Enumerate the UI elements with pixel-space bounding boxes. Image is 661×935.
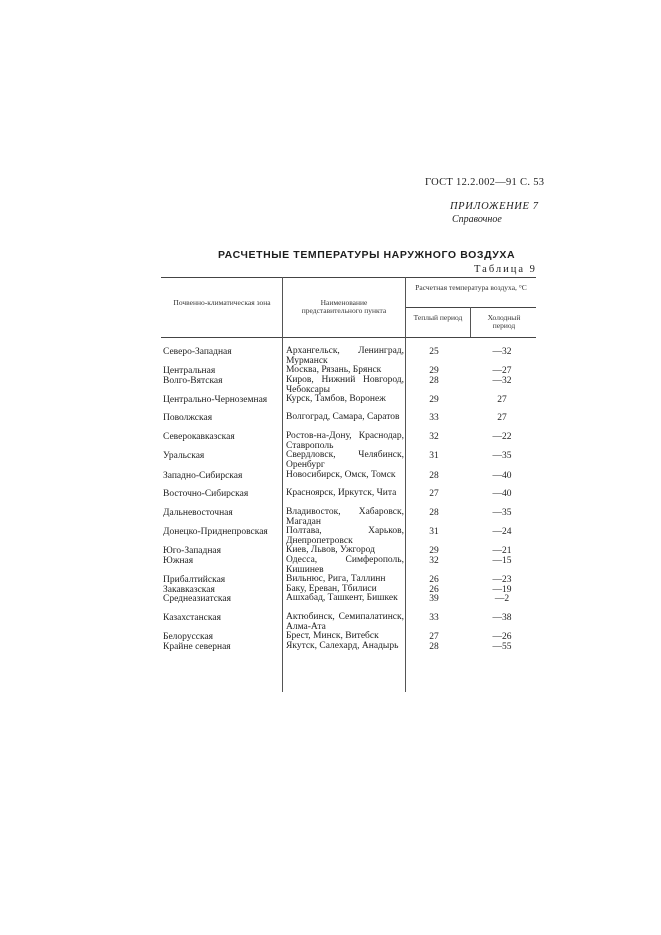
- row-zone: Волго-Вятская: [163, 376, 223, 386]
- row-cold-temp: —40: [492, 489, 512, 499]
- col-header-warm: Теплый период: [413, 313, 463, 322]
- row-city: Якутск, Салехард, Анадырь: [286, 641, 399, 651]
- row-zone: Западно-Сибирская: [163, 471, 243, 481]
- row-warm-temp: 25: [429, 347, 439, 357]
- col-header-zone: Почвенно-климатическая зона: [173, 298, 271, 307]
- row-city: Киев, Львов, Ужгород: [286, 545, 375, 555]
- row-zone: Белорусская: [163, 632, 214, 642]
- row-city: Ашхабад, Ташкент, Бишкек: [286, 593, 398, 603]
- row-zone: Центральная: [163, 366, 216, 376]
- row-cold-temp: —22: [492, 432, 512, 442]
- row-zone: Северокавказская: [163, 432, 235, 442]
- row-warm-temp: 29: [429, 366, 439, 376]
- row-cold-temp: —32: [492, 347, 512, 357]
- row-cold-temp: —38: [492, 613, 512, 623]
- row-city: Свердловск, Челябинск, Оренбург: [286, 450, 404, 470]
- row-zone: Среднеазиатская: [163, 594, 231, 604]
- row-cold-temp: 27: [497, 413, 507, 423]
- row-warm-temp: 28: [429, 376, 439, 386]
- row-city: Брест, Минск, Витебск: [286, 631, 379, 641]
- col-header-temperature: Расчетная температура воздуха, °С: [415, 283, 527, 292]
- row-cold-temp: —23: [492, 575, 512, 585]
- row-warm-temp: 27: [429, 632, 439, 642]
- row-cold-temp: —35: [492, 508, 512, 518]
- column-divider-3: [470, 307, 471, 337]
- row-zone: Казахстанская: [163, 613, 221, 623]
- row-city: Вильнюс, Рига, Таллинн: [286, 574, 386, 584]
- row-city: Архангельск, Ленинград, Мурманск: [286, 346, 404, 366]
- row-cold-temp: —2: [494, 594, 510, 604]
- col-header-cold: Холодный период: [487, 313, 521, 330]
- row-cold-temp: —40: [492, 471, 512, 481]
- row-zone: Северо-Западная: [163, 347, 232, 357]
- row-zone: Закавказская: [163, 585, 215, 595]
- row-cold-temp: 27: [497, 395, 507, 405]
- row-warm-temp: 31: [429, 527, 439, 537]
- row-warm-temp: 29: [429, 395, 439, 405]
- row-warm-temp: 26: [429, 585, 439, 595]
- row-cold-temp: —27: [492, 366, 512, 376]
- row-city: Владивосток, Хабаровск, Магадан: [286, 507, 404, 527]
- row-city: Красноярск, Иркутск, Чита: [286, 488, 397, 498]
- row-city: Киров, Нижний Новгород, Чебоксары: [286, 375, 404, 395]
- row-cold-temp: —55: [492, 642, 512, 652]
- row-cold-temp: —26: [492, 632, 512, 642]
- header-bottom-rule: [161, 337, 536, 338]
- row-city: Полтава, Харьков, Днепропетровск: [286, 526, 404, 546]
- row-zone: Поволжская: [163, 413, 213, 423]
- row-cold-temp: —32: [492, 376, 512, 386]
- row-city: Актюбинск, Семипалатинск, Алма-Ата: [286, 612, 404, 632]
- row-warm-temp: 31: [429, 451, 439, 461]
- row-zone: Южная: [163, 556, 194, 566]
- row-zone: Донецко-Приднепровская: [163, 527, 268, 537]
- table-label: Таблица 9: [474, 264, 537, 275]
- row-warm-temp: 26: [429, 575, 439, 585]
- row-warm-temp: 39: [429, 594, 439, 604]
- row-zone: Восточно-Сибирская: [163, 489, 249, 499]
- col-header-city: Наименование представительного пункта: [301, 298, 387, 315]
- appendix-title: ПРИЛОЖЕНИЕ 7: [450, 201, 539, 212]
- row-warm-temp: 28: [429, 508, 439, 518]
- row-warm-temp: 28: [429, 471, 439, 481]
- row-zone: Центрально-Черноземная: [163, 395, 268, 405]
- row-city: Волгоград, Самара, Саратов: [286, 412, 400, 422]
- row-warm-temp: 29: [429, 546, 439, 556]
- row-zone: Дальневосточная: [163, 508, 233, 518]
- row-zone: Крайне северная: [163, 642, 231, 652]
- row-city: Курск, Тамбов, Воронеж: [286, 394, 386, 404]
- column-divider-2: [405, 277, 406, 692]
- table-title: РАСЧЕТНЫЕ ТЕМПЕРАТУРЫ НАРУЖНОГО ВОЗДУХА: [218, 249, 516, 261]
- row-cold-temp: —15: [492, 556, 512, 566]
- row-warm-temp: 33: [429, 413, 439, 423]
- row-cold-temp: —21: [492, 546, 512, 556]
- row-city: Баку, Ереван, Тбилиси: [286, 584, 377, 594]
- row-cold-temp: —19: [492, 585, 512, 595]
- row-city: Ростов-на-Дону, Краснодар, Ставрополь: [286, 431, 404, 451]
- row-warm-temp: 28: [429, 642, 439, 652]
- row-city: Москва, Рязань, Брянск: [286, 365, 382, 375]
- row-zone: Юго-Западная: [163, 546, 221, 556]
- appendix-subtitle: Справочное: [452, 214, 502, 225]
- row-warm-temp: 32: [429, 556, 439, 566]
- row-cold-temp: —24: [492, 527, 512, 537]
- row-city: Новосибирск, Омск, Томск: [286, 470, 396, 480]
- row-zone: Уральская: [163, 451, 205, 461]
- row-warm-temp: 27: [429, 489, 439, 499]
- row-cold-temp: —35: [492, 451, 512, 461]
- row-warm-temp: 32: [429, 432, 439, 442]
- row-zone: Прибалтийская: [163, 575, 226, 585]
- row-warm-temp: 33: [429, 613, 439, 623]
- row-city: Одесса, Симферополь, Кишинев: [286, 555, 404, 575]
- column-divider-1: [282, 277, 283, 692]
- table-top-rule: [161, 277, 536, 278]
- standard-code: ГОСТ 12.2.002—91 С. 53: [425, 177, 545, 188]
